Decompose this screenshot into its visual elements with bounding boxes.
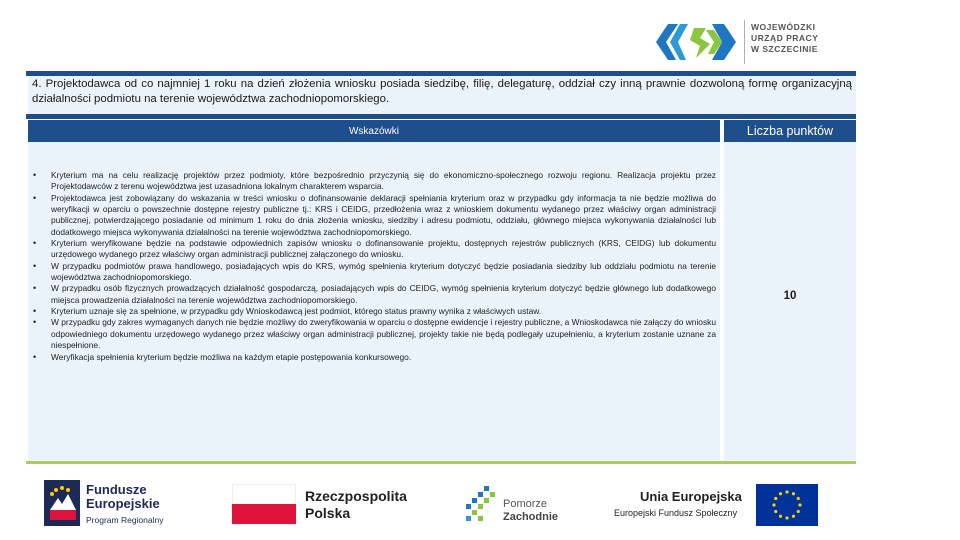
eu-star <box>779 515 782 518</box>
pomorze-zachodnie-icon <box>462 480 500 528</box>
ue-subtitle: Europejski Fundusz Społeczny <box>614 508 738 518</box>
list-item: • W przypadku osób fizycznych prowadzących działalność gospodarczą, posiadających wpis do CEIDG, wymóg spełnienia kryterium dotyczyć będzie głównego lub dodatkowego miejsca prowadzenia działalności na terenie województwa zachodniopomorskiego. <box>28 283 716 306</box>
ue-title: Unia Europejska <box>640 489 742 504</box>
list-item: • W przypadku gdy zakres wymaganych danych nie będzie możliwy do zweryfikowania w oparciu o dostępne ewidencje i rejestry publiczne, a Wnioskodawca nie załączy do wniosku odpowiedniego dokumentu urzędowego wydanego przez właściwy organ administracji publicznej, projekty takie nie będą podlegały uzupełnieniu, a kryterium zostanie uznane za niespełnione. <box>28 317 716 351</box>
eu-star <box>779 492 782 495</box>
polish-flag-icon <box>232 484 296 524</box>
wup-logo <box>650 14 830 70</box>
eu-star <box>774 510 777 513</box>
eu-star <box>772 503 775 506</box>
pz-line-1: Pomorze <box>503 498 548 510</box>
footer-logos <box>0 470 960 540</box>
wup-emblem-icon <box>650 14 742 70</box>
fe-line-1: Fundusze <box>86 482 147 497</box>
wup-line-2: URZĄD PRACY <box>751 33 819 43</box>
wup-line-1: WOJEWÓDZKI <box>751 22 816 32</box>
wup-logo-text <box>751 22 818 55</box>
list-item: • Projektodawca jest zobowiązany do wskazania w treści wniosku o dofinansowanie deklaracji spełniania kryterium oraz w przypadku gdy informacja ta nie będzie możliwa do weryfikacji w oparciu o powszechnie dostępne rejestry publiczne tj.: KRS i CEIDG, przedłożenia wraz z wnioskiem dokumentu wydanego przez właściwy organ administracji publicznej, potwierdzającego posiadanie od minimum 1 roku do dnia złożenia wniosku, siedziby i adresu podmiotu, oddziału, głównego miejsca wykonywania działalności lub dodatkowego miejsca wykonywania działalności na terenie województwa zachodniopomorskiego. <box>28 193 716 238</box>
rp-line-1: Rzeczpospolita <box>305 488 407 504</box>
question-blue-rule <box>26 114 856 119</box>
eu-star <box>774 497 777 500</box>
list-item: • Weryfikacja spełnienia kryterium będzie możliwa na każdym etapie postępowania konkursowego. <box>28 352 716 363</box>
list-item: • Kryterium uznaje się za spełnione, w przypadku gdy Wnioskodawcą jest podmiot, którego status prawny wynika z właściwych ustaw. <box>28 306 716 317</box>
fe-subtitle: Program Regionalny <box>86 515 164 525</box>
list-item: • Kryterium ma na celu realizację projektów przez podmioty, które bezpośrednio przyczynią się do ekonomiczno-społecznego rozwoju regionu. Realizacja projektu przez Projektodawców z terenu województwa jest uzasadniona lokalnym charakterem wsparcia. <box>28 170 716 193</box>
column-header-points: Liczba punktów <box>724 120 856 142</box>
eu-star <box>792 515 795 518</box>
column-header-hints: Wskazówki <box>28 120 720 142</box>
fundusze-europejskie-icon <box>44 480 80 526</box>
pz-title <box>503 498 558 524</box>
hints-cell <box>28 142 720 460</box>
eu-star <box>785 490 788 493</box>
wup-line-3: W SZCZECINIE <box>751 44 818 54</box>
rp-line-2: Polska <box>305 505 351 521</box>
hints-list <box>28 170 716 363</box>
points-value: 10 <box>783 290 797 302</box>
criterion-question: 4. Projektodawca od co najmniej 1 roku na dzień złożenia wniosku posiada siedzibę, filię, delegaturę, oddział czy inną prawnie dozwoloną formę organizacyjną działalności podmiotu na terenie województwa zachodniopomorskiego. <box>28 76 856 114</box>
fe-title <box>86 483 160 511</box>
pz-line-2: Zachodnie <box>503 511 559 523</box>
eu-star <box>785 516 788 519</box>
eu-flag-icon <box>756 484 818 526</box>
eu-star <box>797 497 800 500</box>
eu-star <box>797 510 800 513</box>
points-cell <box>724 142 856 460</box>
footer-green-rule <box>26 461 856 464</box>
eu-star <box>798 503 801 506</box>
list-item: • W przypadku podmiotów prawa handlowego, posiadających wpis do KRS, wymóg spełnienia kryterium dotyczyć będzie posiadania siedziby lub oddziału podmiotu na terenie województwa zachodniopomorskiego. <box>28 261 716 284</box>
eu-star <box>792 492 795 495</box>
logo-divider <box>744 20 745 64</box>
rp-title <box>305 488 407 522</box>
list-item: • Kryterium weryfikowane będzie na podstawie odpowiednich zapisów wniosku o dofinansowanie projektu, dostępnych rejestrów publicznych (KRS, CEIDG) lub dokumentu urzędowego wydanego przez właściwy organ administracji publicznej załączonego do wniosku. <box>28 238 716 261</box>
fe-line-2: Europejskie <box>86 496 160 511</box>
